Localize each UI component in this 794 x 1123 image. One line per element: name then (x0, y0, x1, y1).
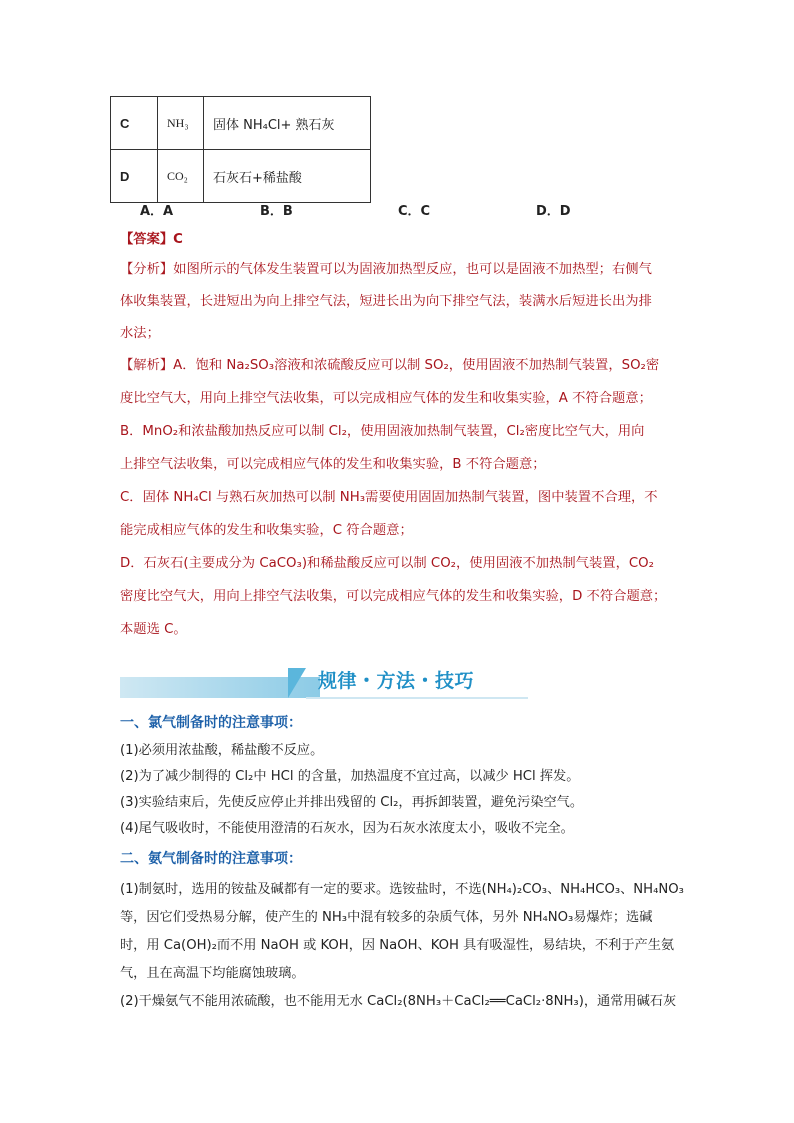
explanation-line: D．石灰石(主要成分为 CaCO₃)和稀盐酸反应可以制 CO₂，使用固液不加热制气装置，CO₂ (120, 556, 654, 571)
row-label: C (111, 97, 158, 150)
explanation-line: 能完成相应气体的发生和收集实验，C 符合题意； (120, 523, 413, 538)
answer-line: 【答案】C (120, 232, 183, 247)
body-line: 时，用 Ca(OH)₂而不用 NaOH 或 KOH，因 NaOH、KOH 具有吸湿性，易结块，不利于产生氨 (120, 938, 675, 953)
list-item: (3)实验结束后，先使反应停止并排出残留的 Cl₂，再拆卸装置，避免污染空气。 (120, 795, 584, 810)
banner-underline (306, 697, 528, 699)
body-line: (2)干燥氨气不能用浓硫酸，也不能用无水 CaCl₂(8NH₃＋CaCl₂══CaCl₂·8NH₃)，通常用碱石灰 (120, 994, 677, 1009)
gas-cell: NH₃ (158, 97, 204, 150)
section2-body (120, 876, 684, 1016)
banner-title: 规律・方法・技巧 (318, 670, 475, 692)
choice-b: B．B (260, 204, 293, 219)
reagent-cell: 固体 NH₄Cl+ 熟石灰 (204, 97, 371, 150)
body-line: 等，因它们受热易分解，使产生的 NH₃中混有较多的杂质气体，另外 NH₄NO₃易爆炸；选碱 (120, 910, 653, 925)
analysis-line: 体收集装置，长进短出为向上排空气法，短进长出为向下排空气法，装满水后短进长出为排 (120, 294, 652, 309)
list-item: (2)为了减少制得的 Cl₂中 HCl 的含量，加热温度不宜过高，以减少 HCl 挥发。 (120, 769, 580, 784)
choice-d: D．D (536, 204, 571, 219)
choice-a: A．A (140, 204, 174, 219)
row-label: D (111, 150, 158, 203)
table-row (111, 150, 371, 203)
explanation-line: 密度比空气大，用向上排空气法收集，可以完成相应气体的发生和收集实验，D 不符合题意； (120, 589, 667, 604)
explanation-line: 【解析】A．饱和 Na₂SO₃溶液和浓硫酸反应可以制 SO₂，使用固液不加热制气装置，SO₂密 (120, 358, 660, 373)
analysis-block (120, 254, 676, 350)
section1-heading: 一、氯气制备时的注意事项： (120, 715, 302, 731)
gas-cell: CO₂ (158, 150, 204, 203)
list-item: (1)必须用浓盐酸，稀盐酸不反应。 (120, 743, 324, 758)
section1-list (120, 738, 676, 842)
explanation-line: 本题选 C。 (120, 622, 187, 637)
table-row (111, 97, 371, 150)
analysis-line: 水法； (120, 326, 160, 341)
explanation-line: 上排空气法收集，可以完成相应气体的发生和收集实验，B 不符合题意； (120, 457, 546, 472)
banner-tip (288, 668, 306, 698)
explanation-block (120, 349, 676, 646)
reagent-cell: 石灰石+稀盐酸 (204, 150, 371, 203)
list-item: (4)尾气吸收时，不能使用澄清的石灰水，因为石灰水浓度太小，吸收不完全。 (120, 821, 574, 836)
choice-c: C．C (398, 204, 431, 219)
section-banner (120, 668, 475, 698)
explanation-line: 度比空气大，用向上排空气法收集，可以完成相应气体的发生和收集实验，A 不符合题意； (120, 391, 652, 406)
body-line: 气，且在高温下均能腐蚀玻璃。 (120, 966, 305, 981)
explanation-line: C．固体 NH₄Cl 与熟石灰加热可以制 NH₃需要使用固固加热制气装置，图中装置不合理，不 (120, 490, 658, 505)
explanation-line: B．MnO₂和浓盐酸加热反应可以制 Cl₂，使用固液加热制气装置，Cl₂密度比空气大，用向 (120, 424, 645, 439)
analysis-line: 【分析】如图所示的气体发生装置可以为固液加热型反应，也可以是固液不加热型；右侧气 (120, 262, 652, 277)
body-line: (1)制氨时，选用的铵盐及碱都有一定的要求。选铵盐时，不选(NH₄)₂CO₃、NH₄HCO₃、NH₄NO₃ (120, 882, 684, 897)
options-table (110, 96, 371, 203)
section2-heading: 二、氨气制备时的注意事项： (120, 851, 302, 867)
